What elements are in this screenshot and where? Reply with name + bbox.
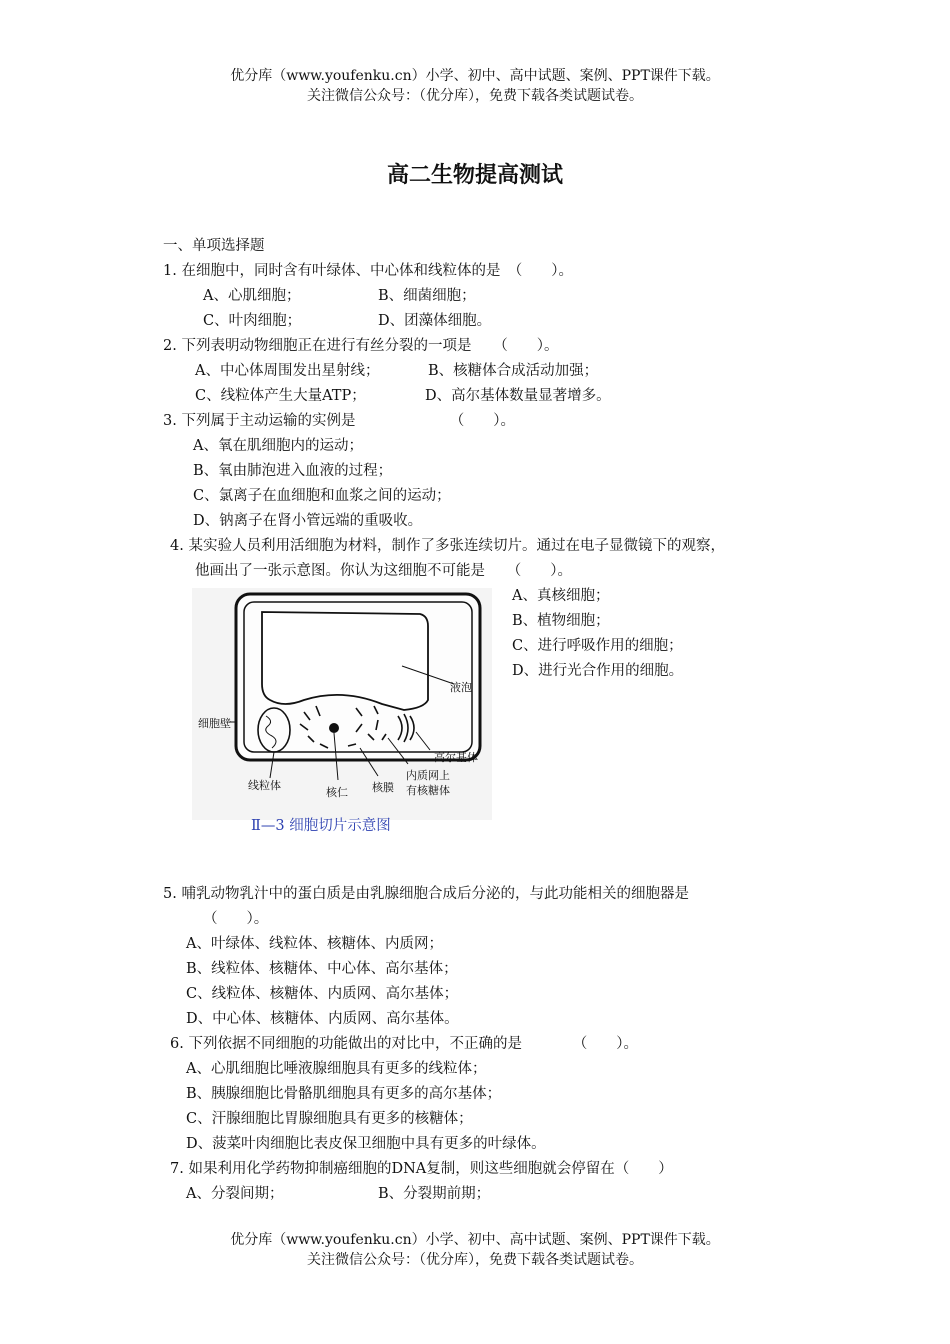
nucleolus-shape — [329, 723, 339, 733]
question-5-option-a: A、叶绿体、线粒体、核糖体、内质网； — [186, 936, 443, 952]
header-line-2: 关注微信公众号：（优分库），免费下载各类试题试卷。 — [307, 88, 643, 104]
question-1-option-c: C、叶肉细胞； — [203, 313, 302, 329]
question-6-option-c: C、汗腺细胞比胃腺细胞具有更多的核糖体； — [186, 1111, 473, 1127]
label-er-line-1: 内质网上 — [406, 769, 450, 782]
question-6-stem: 6. 下列依据不同细胞的功能做出的对比中，不正确的是 （ ）。 — [170, 1036, 638, 1052]
question-7-option-b: B、分裂期前期； — [378, 1186, 491, 1202]
question-1-option-b: B、细菌细胞； — [378, 288, 476, 304]
label-golgi: 高尔基体 — [434, 751, 478, 764]
question-5-option-d: D、中心体、核糖体、内质网、高尔基体。 — [186, 1011, 459, 1027]
question-4-option-d: D、进行光合作用的细胞。 — [512, 663, 684, 679]
question-4-stem-line-1: 4. 某实验人员利用活细胞为材料，制作了多张连续切片。通过在电子显微镜下的观察， — [170, 538, 725, 554]
figure-caption: Ⅱ—3 细胞切片示意图 — [251, 818, 391, 834]
question-5-option-c: C、线粒体、核糖体、内质网、高尔基体； — [186, 986, 459, 1002]
section-heading: 一、单项选择题 — [163, 238, 265, 254]
question-4-option-b: B、植物细胞； — [512, 613, 610, 629]
question-3-option-b: B、氧由肺泡进入血液的过程； — [193, 463, 393, 479]
question-2-option-a: A、中心体周围发出星射线； — [195, 363, 380, 379]
question-6-option-b: B、胰腺细胞比骨骼肌细胞具有更多的高尔基体； — [186, 1086, 502, 1102]
question-7-option-a: A、分裂间期； — [186, 1186, 284, 1202]
label-nuclear-membrane: 核膜 — [372, 781, 394, 794]
question-2-option-d: D、高尔基体数量显著增多。 — [425, 388, 611, 404]
question-7-stem: 7. 如果利用化学药物抑制癌细胞的DNA复制，则这些细胞就会停留在（ ） — [170, 1161, 673, 1177]
label-vacuole: 液泡 — [450, 681, 472, 694]
question-3-option-d: D、钠离子在肾小管远端的重吸收。 — [193, 513, 423, 529]
question-4-option-c: C、进行呼吸作用的细胞； — [512, 638, 683, 654]
question-3-option-a: A、氧在肌细胞内的运动； — [193, 438, 363, 454]
header-line-1: 优分库（www.youfenku.cn）小学、初中、高中试题、案例、PPT课件下载。 — [230, 68, 720, 84]
vacuole-shape — [262, 612, 428, 710]
question-6-option-a: A、心肌细胞比唾液腺细胞具有更多的线粒体； — [186, 1061, 487, 1077]
question-6-option-d: D、菠菜叶肉细胞比表皮保卫细胞中具有更多的叶绿体。 — [186, 1136, 546, 1152]
page-title: 高二生物提高测试 — [386, 163, 563, 188]
question-5-option-b: B、线粒体、核糖体、中心体、高尔基体； — [186, 961, 458, 977]
question-2-option-b: B、核糖体合成活动加强； — [428, 363, 599, 379]
label-er-line-2: 有核糖体 — [406, 784, 450, 797]
question-3-option-c: C、氯离子在血细胞和血浆之间的运动； — [193, 488, 451, 504]
question-5-stem-line-2: （ ）。 — [203, 911, 269, 927]
footer-line-1: 优分库（www.youfenku.cn）小学、初中、高中试题、案例、PPT课件下载。 — [230, 1232, 720, 1248]
question-5-stem-line-1: 5. 哺乳动物乳汁中的蛋白质是由乳腺细胞合成后分泌的，与此功能相关的细胞器是 — [163, 886, 689, 902]
question-1-option-a: A、心肌细胞； — [203, 288, 301, 304]
question-4-stem-line-2: 他画出了一张示意图。你认为这细胞不可能是 （ ）。 — [195, 563, 572, 579]
footer-line-2: 关注微信公众号：（优分库），免费下载各类试题试卷。 — [307, 1252, 643, 1268]
question-2-option-c: C、线粒体产生大量ATP； — [195, 388, 366, 404]
question-3-stem: 3. 下列属于主动运输的实例是 （ ）。 — [163, 413, 515, 429]
question-2-stem: 2. 下列表明动物细胞正在进行有丝分裂的一项是 （ ）。 — [163, 338, 559, 354]
label-nucleolus: 核仁 — [326, 786, 348, 799]
question-4-option-a: A、真核细胞； — [512, 588, 610, 604]
label-mitochondrion: 线粒体 — [248, 779, 281, 792]
question-1-stem: 1. 在细胞中，同时含有叶绿体、中心体和线粒体的是 （ ）。 — [163, 263, 573, 279]
question-1-option-d: D、团藻体细胞。 — [378, 313, 492, 329]
label-cell-wall: 细胞壁 — [198, 717, 231, 730]
